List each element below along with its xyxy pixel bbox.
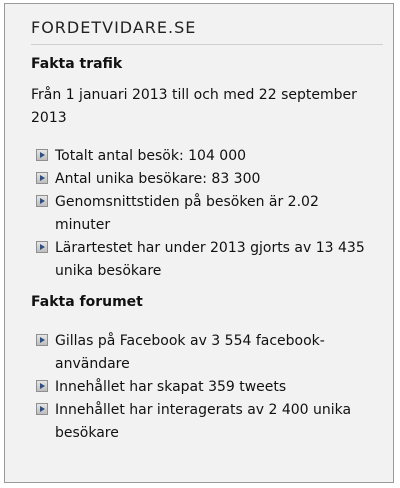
facts-widget [4,3,394,483]
forum-heading: Fakta forumet [31,294,143,310]
traffic-fact-text: Lärartestet har under 2013 gjorts av 13 435 unika besökare [55,240,365,279]
arrow-bullet-icon [36,195,48,207]
list-item [31,145,376,168]
arrow-bullet-icon [36,241,48,253]
forum-fact-text: Innehållet har interagerats av 2 400 unika besökare [55,402,352,441]
site-name-heading: FORDETVIDARE.SE [31,18,197,37]
arrow-bullet-icon [36,380,48,392]
list-item [31,330,376,376]
arrow-bullet-icon [36,403,48,415]
traffic-period-text: Från 1 januari 2013 till och med 22 september 2013 [31,87,357,126]
list-item [31,399,376,445]
traffic-fact-text: Genomsnittstiden på besöken är 2.02 minuter [55,194,319,233]
traffic-fact-text: Antal unika besökare: 83 300 [55,171,261,187]
list-item [31,168,376,191]
arrow-bullet-icon [36,149,48,161]
traffic-heading: Fakta trafik [31,56,123,72]
heading-divider [31,44,383,45]
forum-facts-list [31,330,376,445]
list-item [31,191,376,237]
list-item [31,237,376,283]
traffic-fact-text: Totalt antal besök: 104 000 [55,148,247,164]
arrow-bullet-icon [36,334,48,346]
list-item [31,376,376,399]
forum-fact-text: Innehållet har skapat 359 tweets [55,379,287,395]
forum-fact-text: Gillas på Facebook av 3 554 facebook-användare [55,333,325,372]
traffic-facts-list [31,145,376,283]
arrow-bullet-icon [36,172,48,184]
